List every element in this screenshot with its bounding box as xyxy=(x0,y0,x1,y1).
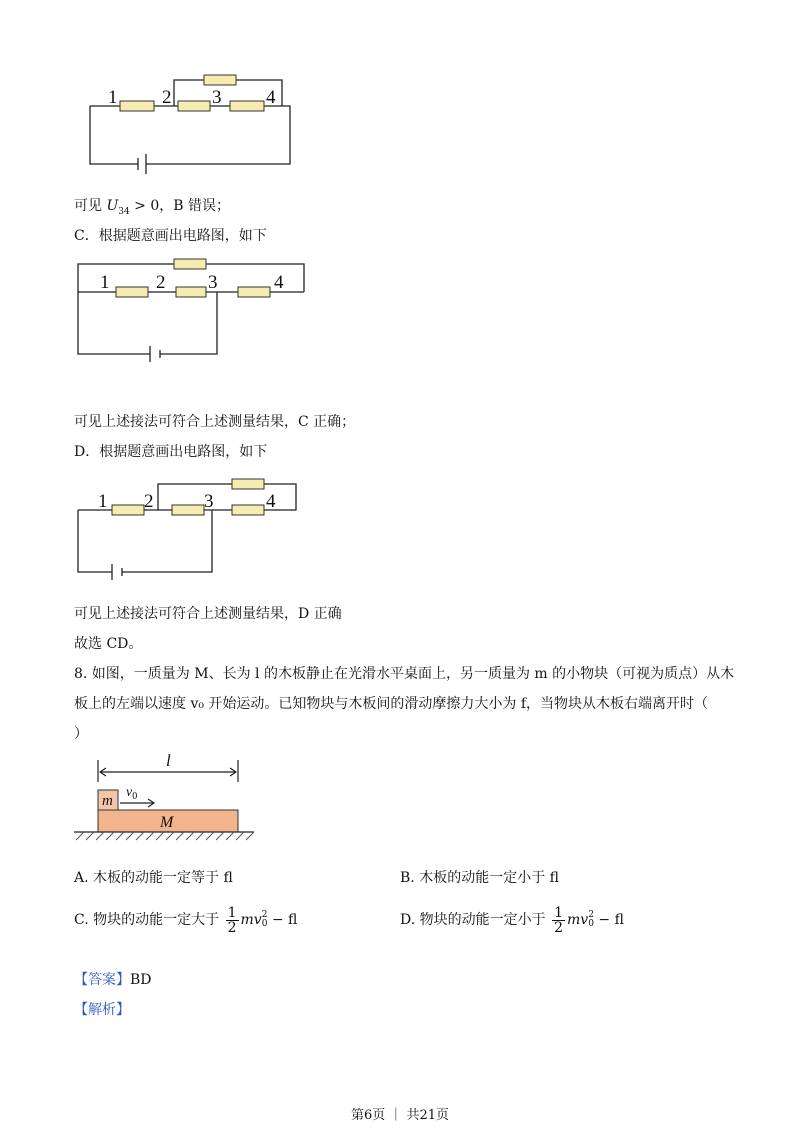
resistor-1-2 xyxy=(116,287,148,297)
resistor-bypass xyxy=(204,75,236,85)
resistor-2-3 xyxy=(178,101,210,111)
resistor-2-3 xyxy=(176,287,206,297)
node-label-3: 3 xyxy=(212,87,222,108)
fraction-half: $\frac{1}{2}$ xyxy=(554,904,564,936)
resistor-3-4 xyxy=(232,505,264,515)
analysis-bracket: 【解析】 xyxy=(74,1002,130,1018)
node-label-2: 2 xyxy=(156,272,166,293)
resistor-top xyxy=(232,479,264,489)
resistor-3-4 xyxy=(238,287,270,297)
option-c: C. 物块的动能一定大于 $\frac{1}{2}$ mv 2 0 − fl xyxy=(74,904,298,936)
option-b: B. 木板的动能一定小于 fl xyxy=(400,870,559,886)
option-a: A. 木板的动能一定等于 fl xyxy=(74,870,233,886)
node-label-1: 1 xyxy=(100,272,110,293)
fraction-half: $\frac{1}{2}$ xyxy=(227,904,237,936)
question-8-line-2: 板上的左端以速度 v₀ 开始运动。已知物块与木板间的滑动摩擦力大小为 f，当物块从木板右端离开时（ xyxy=(74,696,709,712)
node-label-3: 3 xyxy=(204,491,214,512)
velocity-label: $v_0$ xyxy=(126,785,138,802)
node-label-2: 2 xyxy=(144,491,154,512)
node-label-3: 3 xyxy=(208,272,218,293)
node-label-4: 4 xyxy=(266,87,276,108)
block-label: m xyxy=(102,793,113,809)
node-label-4: 4 xyxy=(266,491,276,512)
option-c-heading: C．根据题意画出电路图，如下 xyxy=(74,228,267,244)
board-block-figure xyxy=(74,752,264,842)
circuit-diagram-d xyxy=(74,476,314,576)
option-d-heading: D．根据题意画出电路图，如下 xyxy=(74,444,268,460)
node-label-4: 4 xyxy=(274,272,284,293)
conclusion-c: 可见上述接法可符合上述测量结果，C 正确； xyxy=(74,414,356,430)
resistor-top xyxy=(174,259,206,269)
option-d: D. 物块的动能一定小于 $\frac{1}{2}$ mv 2 0 − fl xyxy=(400,904,624,936)
final-choice: 故选 CD。 xyxy=(74,636,143,652)
node-label-2: 2 xyxy=(162,87,172,108)
node-label-1: 1 xyxy=(108,87,118,108)
length-label: l xyxy=(166,751,171,770)
resistor-3-4 xyxy=(230,101,264,111)
question-8-line-1: 8. 如图，一质量为 M、长为 l 的木板静止在光滑水平桌面上，另一质量为 m 的小物块（可视为质点）从木 xyxy=(74,666,735,682)
resistor-2-3 xyxy=(172,505,204,515)
board-label: M xyxy=(160,814,174,831)
page-footer: 第6页 ｜ 共21页 xyxy=(350,1108,450,1123)
conclusion-b: 可见 $U_{34} > 0$，B 错误； xyxy=(74,198,230,217)
answer-value: BD xyxy=(130,972,152,988)
circuit-diagram-1 xyxy=(80,68,300,178)
node-label-1: 1 xyxy=(98,491,108,512)
circuit-diagram-c xyxy=(74,256,314,368)
conclusion-d: 可见上述接法可符合上述测量结果，D 正确 xyxy=(74,606,342,622)
resistor-1-2 xyxy=(112,505,144,515)
answer-bracket: 【答案】 xyxy=(74,972,130,988)
resistor-1-2 xyxy=(120,101,154,111)
question-8-line-3: ） xyxy=(74,726,88,742)
answer-line xyxy=(74,970,152,990)
